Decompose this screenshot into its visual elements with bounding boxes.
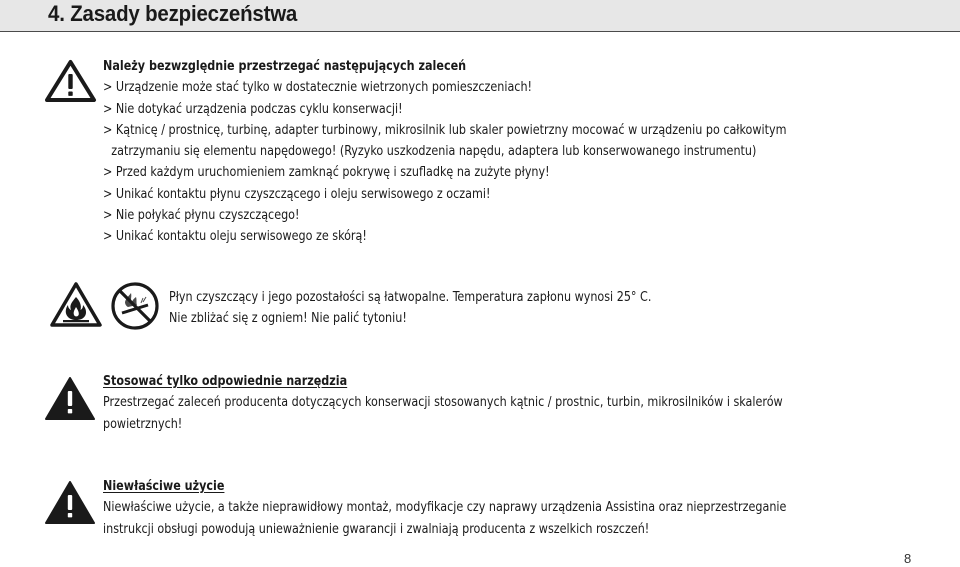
- safety-rule: > Unikać kontaktu płynu czyszczącego i oleju serwisowego z oczami!: [103, 185, 491, 202]
- no-fire-icon: [110, 281, 160, 331]
- flammable-warning: Płyn czyszczący i jego pozostałości są łatwopalne. Temperatura zapłonu wynosi 25° C.: [169, 289, 652, 305]
- page-title: 4. Zasady bezpieczeństwa: [48, 1, 298, 26]
- flammable-section: [169, 287, 960, 330]
- page-number: 8: [904, 551, 912, 566]
- fire-prohibition: Nie zbliżać się z ogniem! Nie palić tytoniu!: [169, 310, 407, 327]
- tools-section: [103, 371, 933, 435]
- safety-rule: > Kątnicę / prostnicę, turbinę, adapter turbinowy, mikrosilnik lub skaler powietrzny mocować w urządzeniu po całkowitym: [103, 121, 787, 138]
- safety-rule-continuation: zatrzymaniu się elementu napędowego! (Ryzyko uszkodzenia napędu, adaptera lub konserwowanego instrumentu): [111, 143, 757, 160]
- misuse-heading: Niewłaściwe użycie: [103, 478, 225, 494]
- tools-text: Przestrzegać zaleceń producenta dotyczących konserwacji stosowanych kątnic / prostnic, turbin, mikrosilników i skalerów: [103, 394, 783, 411]
- misuse-text: instrukcji obsługi powodują unieważnienie gwarancji i zwalniają producenta z wszelkich roszczeń!: [103, 520, 650, 537]
- flammable-icon: [48, 280, 104, 330]
- safety-rule: > Przed każdym uruchomieniem zamknąć pokrywę i szufladkę na zużyte płyny!: [103, 164, 550, 181]
- safety-rule: > Nie połykać płynu czyszczącego!: [103, 207, 300, 224]
- misuse-text: Niewłaściwe użycie, a także nieprawidłowy montaż, modyfikacje czy naprawy urządzenia Assistina oraz nieprzestrzeganie: [103, 499, 787, 516]
- misuse-section: [103, 476, 933, 540]
- safety-rule: > Nie dotykać urządzenia podczas cyklu konserwacji!: [103, 100, 403, 117]
- general-safety-heading: Należy bezwzględnie przestrzegać następujących zaleceń: [103, 58, 467, 74]
- safety-rule: > Unikać kontaktu oleju serwisowego ze skórą!: [103, 228, 367, 245]
- tools-text: powietrznych!: [103, 415, 183, 432]
- tools-heading: Stosować tylko odpowiednie narzędzia: [103, 373, 348, 389]
- warning-outline-icon: [44, 58, 97, 104]
- safety-rule: > Urządzenie może stać tylko w dostatecznie wietrzonych pomieszczeniach!: [103, 79, 533, 96]
- general-safety-section: [103, 56, 933, 248]
- warning-filled-icon: [44, 480, 96, 525]
- title-divider: [0, 31, 960, 32]
- warning-filled-icon: [44, 376, 96, 421]
